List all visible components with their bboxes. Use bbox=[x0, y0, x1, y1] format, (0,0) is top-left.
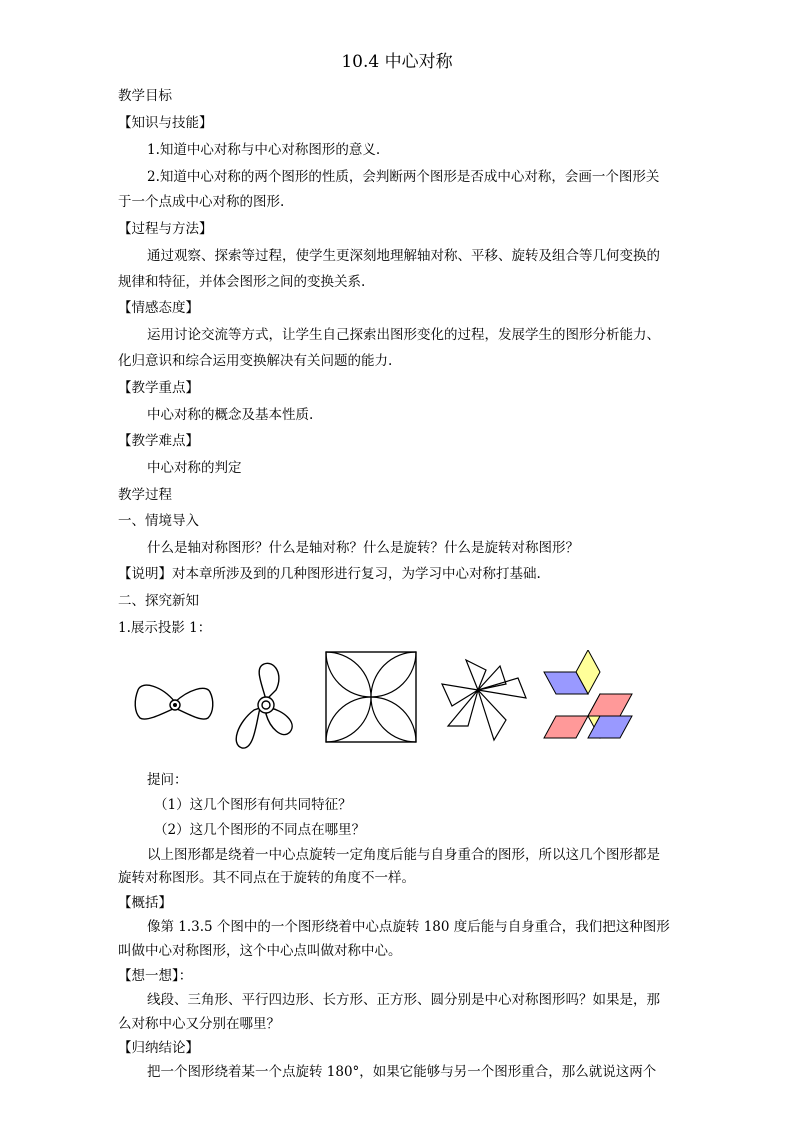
pinwheel-figure bbox=[430, 650, 530, 760]
text-line: 于一个点成中心对称的图形. bbox=[118, 194, 285, 210]
subheading: 【情感态度】 bbox=[118, 300, 199, 316]
subheading: 【知识与技能】 bbox=[118, 115, 213, 131]
text-line: 叫做中心对称图形，这个中心点叫做对称中心。 bbox=[118, 943, 402, 959]
figures-row bbox=[130, 650, 650, 760]
text-line: 【说明】对本章所涉及到的几种图形进行复习，为学习中心对称打基础. bbox=[118, 566, 541, 582]
text-line: 1.知道中心对称与中心对称图形的意义. bbox=[147, 142, 381, 158]
text-line: 什么是轴对称图形？什么是轴对称？什么是旋转？什么是旋转对称图形？ bbox=[147, 540, 579, 556]
text-line: 像第 1.3.5 个图中的一个图形绕着中心点旋转 180 度后能与自身重合，我们把这种图形 bbox=[147, 919, 670, 935]
section-heading: 一、情境导入 bbox=[118, 513, 199, 529]
star-rhombus-figure bbox=[542, 650, 638, 760]
text-line: 化归意识和综合运用变换解决有关问题的能力. bbox=[118, 353, 393, 369]
section-heading: 教学过程 bbox=[118, 487, 172, 503]
subheading: 【教学重点】 bbox=[118, 380, 199, 396]
text-line: 2.知道中心对称的两个图形的性质，会判断两个图形是否成中心对称，会画一个图形关 bbox=[147, 169, 660, 185]
text-line: 规律和特征，并体会图形之间的变换关系. bbox=[118, 274, 366, 290]
text-line: 把一个图形绕着某一个点旋转 180°，如果它能够与另一个图形重合，那么就说这两个 bbox=[147, 1064, 657, 1080]
subheading: 【概括】 bbox=[118, 895, 172, 911]
text-line: 么对称中心又分别在哪里？ bbox=[118, 1016, 280, 1032]
text-line: 线段、三角形、平行四边形、长方形、正方形、圆分别是中心对称图形吗？如果是，那 bbox=[147, 992, 660, 1008]
section-heading: 教学目标 bbox=[118, 88, 172, 104]
fan-figure bbox=[226, 650, 306, 760]
text-line: 中心对称的判定 bbox=[147, 460, 242, 476]
page-title: 10.4 中心对称 bbox=[341, 52, 453, 72]
text-line: 提问： bbox=[147, 772, 188, 788]
text-line: 中心对称的概念及基本性质. bbox=[147, 407, 314, 423]
text-line: 1.展示投影 1： bbox=[118, 620, 212, 636]
text-line: 旋转对称图形。其不同点在于旋转的角度不一样。 bbox=[118, 870, 415, 886]
text-line: （1）这几个图形有何共同特征？ bbox=[154, 797, 352, 813]
text-line: 运用讨论交流等方式，让学生自己探索出图形变化的过程，发展学生的图形分析能力、 bbox=[147, 327, 660, 343]
text-line: （2）这几个图形的不同点在哪里？ bbox=[154, 822, 366, 838]
subheading: 【想一想】： bbox=[118, 968, 193, 984]
text-line: 通过观察、探索等过程，使学生更深刻地理解轴对称、平移、旋转及组合等几何变换的 bbox=[147, 248, 660, 264]
subheading: 【教学难点】 bbox=[118, 433, 199, 449]
subheading: 【过程与方法】 bbox=[118, 221, 213, 237]
subheading: 【归纳结论】 bbox=[118, 1040, 199, 1056]
text-line: 以上图形都是绕着一中心点旋转一定角度后能与自身重合的图形，所以这几个图形都是 bbox=[147, 847, 660, 863]
square-arcs-figure bbox=[324, 650, 418, 744]
propeller-figure bbox=[130, 650, 220, 760]
section-heading: 二、探究新知 bbox=[118, 593, 199, 609]
